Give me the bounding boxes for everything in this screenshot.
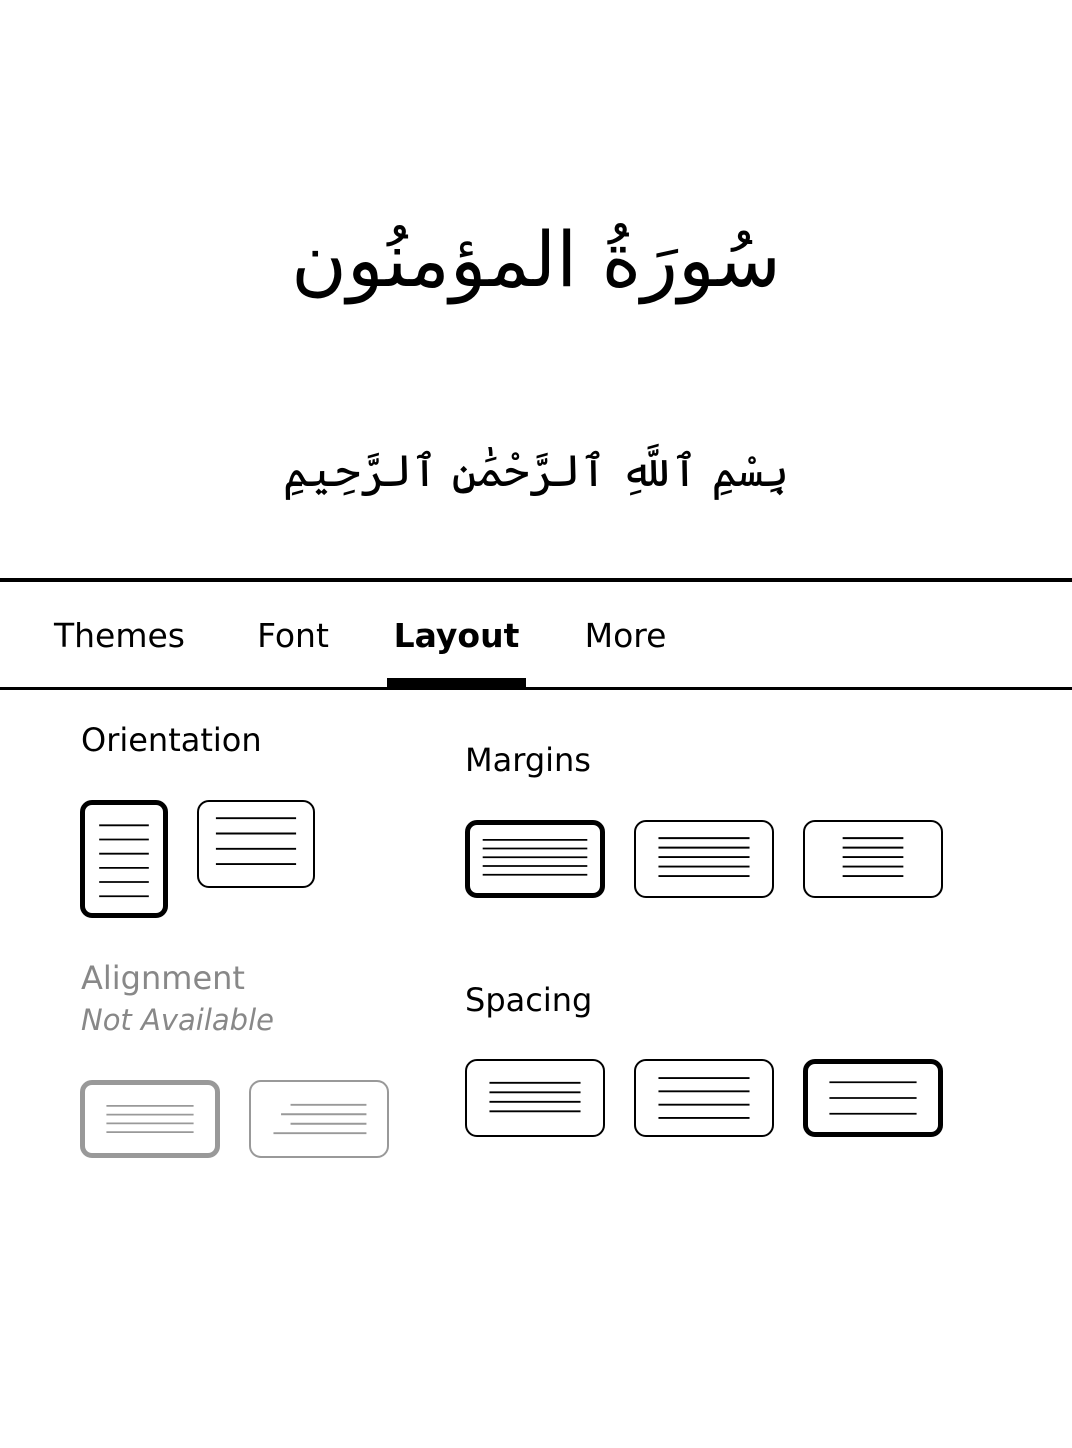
margin-wide-option[interactable] bbox=[803, 820, 943, 898]
wide-margins-icon bbox=[805, 822, 941, 896]
active-tab-indicator bbox=[387, 678, 526, 687]
align-left-icon bbox=[251, 1082, 387, 1156]
alignment-status-text: Not Available bbox=[81, 1003, 274, 1037]
tab-themes[interactable]: Themes bbox=[53, 616, 186, 655]
justify-icon bbox=[85, 1085, 215, 1153]
portrait-icon bbox=[85, 805, 163, 913]
spacing-label: Spacing bbox=[465, 981, 593, 1019]
reading-settings-panel bbox=[0, 578, 1072, 1448]
margin-narrow-option[interactable] bbox=[465, 820, 605, 898]
alignment-left-option bbox=[249, 1080, 389, 1158]
tab-more[interactable]: More bbox=[584, 616, 667, 655]
large-spacing-icon bbox=[808, 1064, 938, 1132]
orientation-landscape-option[interactable] bbox=[197, 800, 315, 888]
book-page bbox=[0, 0, 1072, 580]
spacing-large-option[interactable] bbox=[803, 1059, 943, 1137]
orientation-label: Orientation bbox=[81, 721, 262, 759]
margin-medium-option[interactable] bbox=[634, 820, 774, 898]
spacing-medium-option[interactable] bbox=[634, 1059, 774, 1137]
alignment-justified-option bbox=[80, 1080, 220, 1158]
tab-layout[interactable]: Layout bbox=[393, 616, 520, 655]
landscape-icon bbox=[199, 802, 313, 886]
surah-title: سُورَةُ المؤمنُون bbox=[291, 215, 781, 304]
tab-font[interactable]: Font bbox=[257, 616, 329, 655]
medium-spacing-icon bbox=[636, 1061, 772, 1135]
margins-label: Margins bbox=[465, 741, 591, 779]
narrow-margins-icon bbox=[470, 825, 600, 893]
small-spacing-icon bbox=[467, 1061, 603, 1135]
basmala-calligraphy: بِسْمِ ٱللَّهِ ٱلرَّحْمَٰنِ ٱلرَّحِيمِ bbox=[282, 446, 790, 497]
orientation-portrait-option[interactable] bbox=[80, 800, 168, 918]
alignment-label: Alignment bbox=[81, 959, 245, 997]
spacing-small-option[interactable] bbox=[465, 1059, 605, 1137]
medium-margins-icon bbox=[636, 822, 772, 896]
settings-tab-bar bbox=[0, 582, 1072, 690]
